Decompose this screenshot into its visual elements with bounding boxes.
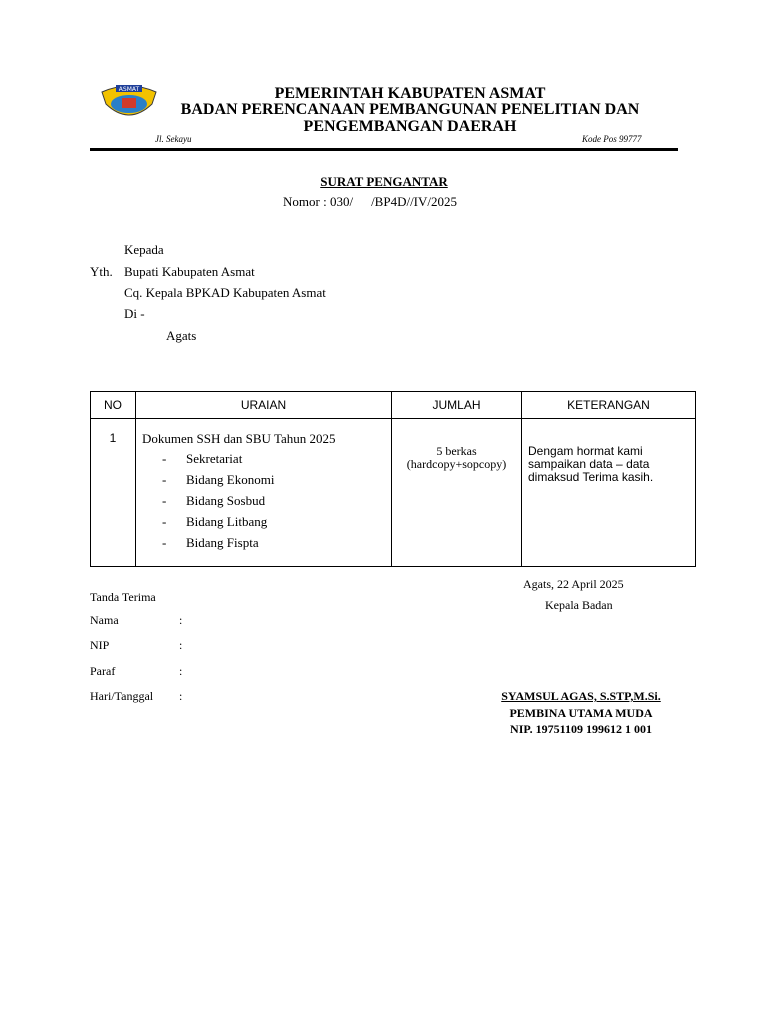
list-item: - Bidang Ekonomi	[162, 472, 275, 487]
uraian-title: Dokumen SSH dan SBU Tahun 2025	[142, 431, 336, 446]
letter-number-b: /BP4D//IV/2025	[371, 194, 458, 209]
recipient-di: Di -	[124, 306, 145, 321]
receipt-colon: :	[179, 638, 183, 652]
th-keterangan: KETERANGAN	[522, 392, 696, 419]
keterangan-line: Dengam hormat kami	[528, 444, 643, 458]
jumlah-count: 5 berkas	[436, 444, 477, 458]
recipient-name: Bupati Kabupaten Asmat	[124, 264, 255, 279]
table-row	[91, 419, 696, 567]
header-address: Jl. Sekayu	[155, 134, 192, 144]
header-agency: BADAN PERENCANAAN PEMBANGUNAN PENELITIAN DAN	[180, 101, 640, 118]
list-item: - Bidang Sosbud	[162, 493, 266, 508]
receipt-field-nama: Nama	[90, 613, 119, 627]
header-divider	[90, 148, 678, 151]
recipient-cq: Cq. Kepala BPKAD Kabupaten Asmat	[124, 285, 326, 300]
letter-number	[283, 194, 457, 210]
cell-no: 1	[91, 419, 136, 567]
jumlah-type: (hardcopy+sopcopy)	[406, 457, 507, 471]
receipt-field-paraf: Paraf	[90, 664, 116, 678]
th-uraian: URAIAN	[136, 392, 392, 419]
keterangan-line: dimaksud Terima kasih.	[528, 470, 654, 484]
cell-keterangan	[522, 419, 696, 567]
th-no: NO	[91, 392, 136, 419]
signature-date: Agats, 22 April 2025	[523, 577, 624, 591]
recipient-place: Agats	[166, 328, 197, 343]
list-item: - Sekretariat	[162, 451, 243, 466]
kepada-label: Kepada	[124, 242, 164, 257]
signature-name: SYAMSUL AGAS, S.STP,M.Si.	[501, 689, 661, 703]
cell-uraian	[136, 419, 392, 567]
table-header-row	[91, 392, 696, 419]
header-postal: Kode Pos 99777	[582, 134, 642, 144]
cell-jumlah	[392, 419, 522, 567]
document-table	[90, 391, 696, 567]
receipt-title: Tanda Terima	[90, 590, 156, 604]
letter-title: SURAT PENGANTAR	[320, 174, 448, 189]
receipt-colon: :	[179, 664, 183, 678]
letter-number-a: Nomor : 030/	[283, 194, 354, 209]
th-jumlah: JUMLAH	[392, 392, 522, 419]
list-item: - Bidang Fispta	[162, 535, 259, 550]
uraian-list	[162, 451, 385, 551]
signature-rank: PEMBINA UTAMA MUDA	[509, 706, 653, 720]
receipt-field-date: Hari/Tanggal	[90, 689, 154, 703]
receipt-colon: :	[179, 689, 183, 703]
header-government: PEMERINTAH KABUPATEN ASMAT	[274, 85, 546, 102]
list-item: - Bidang Litbang	[162, 514, 268, 529]
signature-nip: NIP. 19751109 199612 1 001	[510, 722, 652, 736]
receipt-colon: :	[179, 613, 183, 627]
logo-text: ASMAT	[118, 86, 140, 93]
yth-label: Yth.	[90, 264, 113, 279]
signature-role: Kepala Badan	[545, 598, 613, 612]
receipt-field-nip: NIP	[90, 638, 110, 652]
keterangan-line: sampaikan data – data	[528, 457, 650, 471]
header-agency-cont: PENGEMBANGAN DAERAH	[303, 118, 517, 135]
